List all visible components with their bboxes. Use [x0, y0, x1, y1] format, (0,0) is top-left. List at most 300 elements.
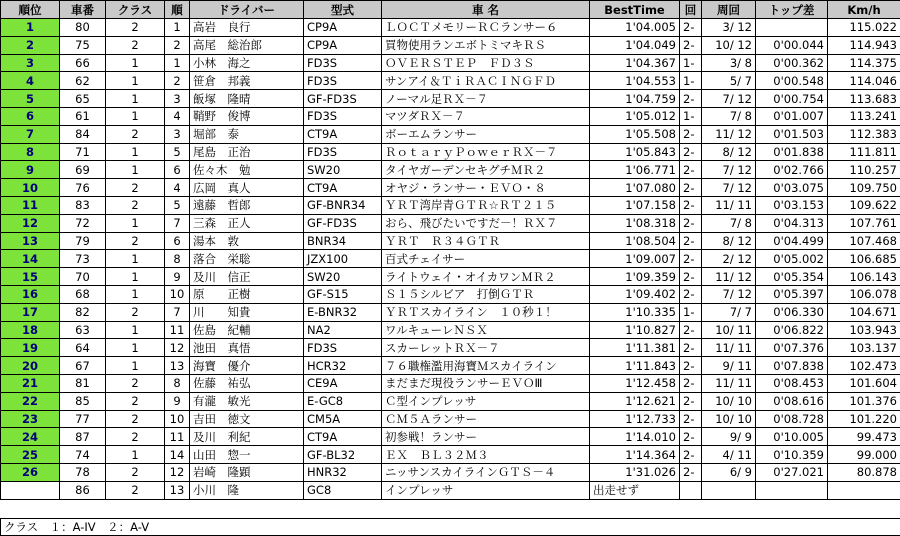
speed-cell: 101.604 — [828, 374, 900, 392]
driver-cell: 海寶 優介 — [190, 357, 304, 375]
round-cell: 2- — [680, 428, 702, 446]
driver-cell: 吉田 徳文 — [190, 410, 304, 428]
top-gap-cell: 0'04.499 — [756, 232, 828, 250]
class-order-cell: 10 — [165, 410, 190, 428]
lap-cell: 8/ 12 — [702, 143, 756, 161]
speed-cell: 102.473 — [828, 357, 900, 375]
top-gap-cell: 0'08.616 — [756, 392, 828, 410]
round-cell: 2- — [680, 446, 702, 464]
position-cell: 14 — [1, 250, 60, 268]
round-cell: 2- — [680, 19, 702, 37]
top-gap-cell: 0'03.153 — [756, 196, 828, 214]
driver-cell: 三森 正人 — [190, 214, 304, 232]
model-cell: GF-S15 — [304, 285, 382, 303]
class-order-cell: 7 — [165, 303, 190, 321]
class-cell: 1 — [106, 250, 165, 268]
car-number-cell: 87 — [60, 428, 106, 446]
round-cell: 2- — [680, 161, 702, 179]
car-name-cell: ニッサンスカイラインＧＴＳ－４ — [382, 463, 590, 481]
car-name-cell: ライトウェイ・オイカワンＭＲ２ — [382, 268, 590, 286]
class-order-cell: 12 — [165, 339, 190, 357]
car-name-cell: ＬＯＣＴメモリーＲＣランサー６ — [382, 19, 590, 37]
driver-cell: 佐々木 勉 — [190, 161, 304, 179]
class-order-cell: 6 — [165, 161, 190, 179]
best-time-cell: 1'08.318 — [590, 214, 680, 232]
class-cell: 1 — [106, 268, 165, 286]
header-driver: ドライバー — [190, 1, 304, 19]
driver-cell: 堀部 泰 — [190, 125, 304, 143]
table-row — [1, 196, 900, 214]
model-cell: FD3S — [304, 72, 382, 90]
speed-cell: 104.671 — [828, 303, 900, 321]
best-time-cell: 1'04.367 — [590, 54, 680, 72]
lap-cell: 11/ 11 — [702, 339, 756, 357]
class-order-cell: 13 — [165, 357, 190, 375]
model-cell: NA2 — [304, 321, 382, 339]
car-name-cell: 初参戦！ランサー — [382, 428, 590, 446]
best-time-cell: 1'06.771 — [590, 161, 680, 179]
top-gap-cell: 0'08.728 — [756, 410, 828, 428]
speed-cell: 112.383 — [828, 125, 900, 143]
class-cell: 2 — [106, 481, 165, 499]
table-row — [1, 36, 900, 54]
class-order-cell: 14 — [165, 446, 190, 464]
round-cell: 2- — [680, 410, 702, 428]
position-cell: 10 — [1, 179, 60, 197]
model-cell: GF-FD3S — [304, 214, 382, 232]
car-number-cell: 86 — [60, 481, 106, 499]
position-cell: 3 — [1, 54, 60, 72]
car-name-cell: 百式チェイサー — [382, 250, 590, 268]
car-number-cell: 72 — [60, 214, 106, 232]
car-number-cell: 83 — [60, 196, 106, 214]
class-cell: 2 — [106, 232, 165, 250]
car-name-cell: ワルキューレＮＳＸ — [382, 321, 590, 339]
table-row — [1, 54, 900, 72]
position-cell: 12 — [1, 214, 60, 232]
round-cell: 2- — [680, 125, 702, 143]
round-cell: 2- — [680, 339, 702, 357]
model-cell: HCR32 — [304, 357, 382, 375]
table-row — [1, 19, 900, 37]
driver-cell: 広岡 真人 — [190, 179, 304, 197]
header-round: 回 — [680, 1, 702, 19]
car-number-cell: 64 — [60, 339, 106, 357]
car-name-cell: マツダＲＸ－７ — [382, 107, 590, 125]
round-cell: 2- — [680, 321, 702, 339]
lap-cell: 7/ 7 — [702, 303, 756, 321]
speed-cell: 101.220 — [828, 410, 900, 428]
lap-cell — [702, 481, 756, 499]
speed-cell — [828, 481, 900, 499]
model-cell: E-GC8 — [304, 392, 382, 410]
table-row — [1, 321, 900, 339]
round-cell: 2- — [680, 463, 702, 481]
header-lap: 周回 — [702, 1, 756, 19]
results-body — [1, 19, 900, 500]
position-cell: 11 — [1, 196, 60, 214]
model-cell: CT9A — [304, 179, 382, 197]
driver-cell: 佐藤 祐弘 — [190, 374, 304, 392]
lap-cell: 2/ 12 — [702, 250, 756, 268]
table-row — [1, 339, 900, 357]
round-cell: 2- — [680, 36, 702, 54]
car-name-cell: Ｓ１５シルビア 打倒ＧＴＲ — [382, 285, 590, 303]
lap-cell: 10/ 11 — [702, 321, 756, 339]
car-name-cell: ＲｏｔａｒｙＰｏｗｅｒＲＸ－７ — [382, 143, 590, 161]
model-cell: FD3S — [304, 54, 382, 72]
class-cell: 1 — [106, 161, 165, 179]
model-cell: CT9A — [304, 428, 382, 446]
table-row — [1, 374, 900, 392]
header-car-name: 車 名 — [382, 1, 590, 19]
speed-cell: 107.761 — [828, 214, 900, 232]
lap-cell: 9/ 9 — [702, 428, 756, 446]
table-row — [1, 428, 900, 446]
position-cell: 15 — [1, 268, 60, 286]
header-class: クラス — [106, 1, 165, 19]
car-name-cell: ＥＸ ＢＬ３２Ｍ３ — [382, 446, 590, 464]
car-name-cell: まだまだ現役ランサーＥＶＯⅢ — [382, 374, 590, 392]
top-gap-cell: 0'05.002 — [756, 250, 828, 268]
class-cell: 1 — [106, 446, 165, 464]
model-cell: JZX100 — [304, 250, 382, 268]
lap-cell: 5/ 7 — [702, 72, 756, 90]
best-time-cell: 1'14.010 — [590, 428, 680, 446]
lap-cell: 3/ 12 — [702, 19, 756, 37]
best-time-cell: 1'11.843 — [590, 357, 680, 375]
round-cell: 1- — [680, 107, 702, 125]
best-time-cell: 1'09.007 — [590, 250, 680, 268]
best-time-cell: 1'04.005 — [590, 19, 680, 37]
position-cell: 16 — [1, 285, 60, 303]
car-number-cell: 84 — [60, 125, 106, 143]
round-cell: 1- — [680, 54, 702, 72]
best-time-cell: 1'10.335 — [590, 303, 680, 321]
position-cell: 17 — [1, 303, 60, 321]
model-cell: FD3S — [304, 339, 382, 357]
speed-cell: 114.943 — [828, 36, 900, 54]
driver-cell: 高尾 総治郎 — [190, 36, 304, 54]
table-row — [1, 90, 900, 108]
driver-cell: 飯塚 隆晴 — [190, 90, 304, 108]
top-gap-cell: 0'00.362 — [756, 54, 828, 72]
driver-cell: 及川 信正 — [190, 268, 304, 286]
lap-cell: 10/ 10 — [702, 410, 756, 428]
class-order-cell: 9 — [165, 268, 190, 286]
top-gap-cell: 0'02.766 — [756, 161, 828, 179]
position-cell: 7 — [1, 125, 60, 143]
class-cell: 1 — [106, 143, 165, 161]
round-cell: 1- — [680, 72, 702, 90]
car-number-cell: 67 — [60, 357, 106, 375]
model-cell: SW20 — [304, 268, 382, 286]
best-time-cell: 出走せず — [590, 481, 680, 499]
car-name-cell: オヤジ・ランサー・ＥＶＯ・８ — [382, 179, 590, 197]
car-number-cell: 69 — [60, 161, 106, 179]
table-row — [1, 392, 900, 410]
class-cell: 1 — [106, 72, 165, 90]
position-cell: 18 — [1, 321, 60, 339]
class-order-cell: 8 — [165, 374, 190, 392]
speed-cell: 103.137 — [828, 339, 900, 357]
car-number-cell: 61 — [60, 107, 106, 125]
model-cell: GC8 — [304, 481, 382, 499]
lap-cell: 11/ 11 — [702, 374, 756, 392]
speed-cell: 109.622 — [828, 196, 900, 214]
class-cell: 2 — [106, 428, 165, 446]
table-row — [1, 250, 900, 268]
table-row — [1, 125, 900, 143]
round-cell: 2- — [680, 196, 702, 214]
header-class-order: 順 — [165, 1, 190, 19]
car-number-cell: 73 — [60, 250, 106, 268]
position-cell: 26 — [1, 463, 60, 481]
table-row — [1, 357, 900, 375]
top-gap-cell: 0'03.075 — [756, 179, 828, 197]
table-row — [1, 72, 900, 90]
car-number-cell: 74 — [60, 446, 106, 464]
speed-cell: 110.257 — [828, 161, 900, 179]
position-cell: 13 — [1, 232, 60, 250]
lap-cell: 11/ 12 — [702, 125, 756, 143]
car-name-cell: ボーエムランサー — [382, 125, 590, 143]
position-cell: 1 — [1, 19, 60, 37]
round-cell: 2- — [680, 90, 702, 108]
class-legend: クラス １：A-IV ２：A-V — [0, 518, 900, 536]
driver-cell: 鞘野 俊博 — [190, 107, 304, 125]
car-name-cell: インプレッサ — [382, 481, 590, 499]
car-name-cell: スカーレットＲＸ－７ — [382, 339, 590, 357]
table-row — [1, 463, 900, 481]
car-number-cell: 71 — [60, 143, 106, 161]
lap-cell: 8/ 12 — [702, 232, 756, 250]
car-number-cell: 62 — [60, 72, 106, 90]
speed-cell: 111.811 — [828, 143, 900, 161]
car-number-cell: 79 — [60, 232, 106, 250]
speed-cell: 101.376 — [828, 392, 900, 410]
car-number-cell: 81 — [60, 374, 106, 392]
position-cell: 9 — [1, 161, 60, 179]
best-time-cell: 1'05.508 — [590, 125, 680, 143]
car-number-cell: 66 — [60, 54, 106, 72]
class-cell: 2 — [106, 410, 165, 428]
class-order-cell: 8 — [165, 250, 190, 268]
table-row — [1, 446, 900, 464]
driver-cell: 及川 利紀 — [190, 428, 304, 446]
top-gap-cell: 0'05.354 — [756, 268, 828, 286]
table-row — [1, 303, 900, 321]
table-row — [1, 410, 900, 428]
table-row — [1, 481, 900, 499]
driver-cell: 岩崎 隆顕 — [190, 463, 304, 481]
position-cell: 25 — [1, 446, 60, 464]
round-cell: 1- — [680, 303, 702, 321]
car-number-cell: 85 — [60, 392, 106, 410]
best-time-cell: 1'04.049 — [590, 36, 680, 54]
position-cell: 5 — [1, 90, 60, 108]
top-gap-cell: 0'06.822 — [756, 321, 828, 339]
header-speed: Km/h — [828, 1, 900, 19]
position-cell: 4 — [1, 72, 60, 90]
class-order-cell: 1 — [165, 54, 190, 72]
speed-cell: 107.468 — [828, 232, 900, 250]
class-cell: 1 — [106, 107, 165, 125]
speed-cell: 114.046 — [828, 72, 900, 90]
model-cell: E-BNR32 — [304, 303, 382, 321]
best-time-cell: 1'31.026 — [590, 463, 680, 481]
round-cell: 2- — [680, 268, 702, 286]
model-cell: FD3S — [304, 107, 382, 125]
class-order-cell: 3 — [165, 125, 190, 143]
class-order-cell: 10 — [165, 285, 190, 303]
class-order-cell: 2 — [165, 72, 190, 90]
best-time-cell: 1'14.364 — [590, 446, 680, 464]
class-cell: 2 — [106, 374, 165, 392]
driver-cell: 川 知貴 — [190, 303, 304, 321]
speed-cell: 113.683 — [828, 90, 900, 108]
top-gap-cell: 0'01.503 — [756, 125, 828, 143]
best-time-cell: 1'12.458 — [590, 374, 680, 392]
class-cell: 2 — [106, 392, 165, 410]
table-row — [1, 161, 900, 179]
car-name-cell: ＹＲＴスカイライン １０秒１！ — [382, 303, 590, 321]
table-row — [1, 214, 900, 232]
class-order-cell: 4 — [165, 179, 190, 197]
model-cell: GF-BNR34 — [304, 196, 382, 214]
car-name-cell: サンアイ＆ＴｉＲＡＣＩＮＧＦＤ — [382, 72, 590, 90]
speed-cell: 99.473 — [828, 428, 900, 446]
car-name-cell: ７６職権濫用海寶Ｍスカイライン — [382, 357, 590, 375]
best-time-cell: 1'05.012 — [590, 107, 680, 125]
top-gap-cell: 0'05.397 — [756, 285, 828, 303]
round-cell: 2- — [680, 392, 702, 410]
class-cell: 1 — [106, 339, 165, 357]
model-cell: CP9A — [304, 36, 382, 54]
best-time-cell: 1'04.553 — [590, 72, 680, 90]
class-order-cell: 12 — [165, 463, 190, 481]
class-cell: 2 — [106, 125, 165, 143]
lap-cell: 3/ 8 — [702, 54, 756, 72]
class-order-cell: 9 — [165, 392, 190, 410]
model-cell: CP9A — [304, 19, 382, 37]
driver-cell: 池田 真悟 — [190, 339, 304, 357]
model-cell: BNR34 — [304, 232, 382, 250]
car-number-cell: 78 — [60, 463, 106, 481]
car-number-cell: 70 — [60, 268, 106, 286]
speed-cell: 80.878 — [828, 463, 900, 481]
position-cell: 24 — [1, 428, 60, 446]
top-gap-cell: 0'10.005 — [756, 428, 828, 446]
speed-cell: 115.022 — [828, 19, 900, 37]
driver-cell: 尾島 正治 — [190, 143, 304, 161]
top-gap-cell: 0'00.548 — [756, 72, 828, 90]
class-order-cell: 4 — [165, 107, 190, 125]
best-time-cell: 1'04.759 — [590, 90, 680, 108]
car-name-cell: ＹＲＴ Ｒ３４ＧＴＲ — [382, 232, 590, 250]
driver-cell: 落合 栄聡 — [190, 250, 304, 268]
speed-cell: 106.078 — [828, 285, 900, 303]
car-number-cell: 76 — [60, 179, 106, 197]
best-time-cell: 1'11.381 — [590, 339, 680, 357]
round-cell: 2- — [680, 250, 702, 268]
driver-cell: 小川 隆 — [190, 481, 304, 499]
model-cell: SW20 — [304, 161, 382, 179]
lap-cell: 7/ 12 — [702, 285, 756, 303]
lap-cell: 7/ 12 — [702, 90, 756, 108]
top-gap-cell: 0'01.838 — [756, 143, 828, 161]
position-cell: 22 — [1, 392, 60, 410]
header-model: 型式 — [304, 1, 382, 19]
class-cell: 2 — [106, 463, 165, 481]
class-cell: 1 — [106, 54, 165, 72]
driver-cell: 小林 海之 — [190, 54, 304, 72]
top-gap-cell: 0'07.838 — [756, 357, 828, 375]
class-cell: 1 — [106, 214, 165, 232]
best-time-cell: 1'07.158 — [590, 196, 680, 214]
top-gap-cell: 0'27.021 — [756, 463, 828, 481]
top-gap-cell: 0'00.754 — [756, 90, 828, 108]
best-time-cell: 1'08.504 — [590, 232, 680, 250]
header-top-gap: トップ差 — [756, 1, 828, 19]
table-row — [1, 107, 900, 125]
model-cell: FD3S — [304, 143, 382, 161]
round-cell — [680, 481, 702, 499]
model-cell: CE9A — [304, 374, 382, 392]
driver-cell: 佐島 紀輔 — [190, 321, 304, 339]
position-cell: 2 — [1, 36, 60, 54]
header-row — [1, 1, 900, 19]
class-cell: 1 — [106, 357, 165, 375]
lap-cell: 10/ 12 — [702, 36, 756, 54]
round-cell: 2- — [680, 179, 702, 197]
position-cell: 6 — [1, 107, 60, 125]
driver-cell: 原 正樹 — [190, 285, 304, 303]
car-number-cell: 82 — [60, 303, 106, 321]
speed-cell: 106.143 — [828, 268, 900, 286]
car-number-cell: 75 — [60, 36, 106, 54]
lap-cell: 7/ 12 — [702, 179, 756, 197]
car-number-cell: 68 — [60, 285, 106, 303]
round-cell: 2- — [680, 143, 702, 161]
model-cell: CT9A — [304, 125, 382, 143]
model-cell: GF-BL32 — [304, 446, 382, 464]
top-gap-cell: 0'08.453 — [756, 374, 828, 392]
class-order-cell: 13 — [165, 481, 190, 499]
top-gap-cell: 0'04.313 — [756, 214, 828, 232]
table-row — [1, 232, 900, 250]
position-cell: 19 — [1, 339, 60, 357]
round-cell: 2- — [680, 374, 702, 392]
driver-cell: 湯本 敦 — [190, 232, 304, 250]
best-time-cell: 1'10.827 — [590, 321, 680, 339]
car-name-cell: ノーマル足ＲＸ－７ — [382, 90, 590, 108]
class-order-cell: 6 — [165, 232, 190, 250]
car-number-cell: 65 — [60, 90, 106, 108]
best-time-cell: 1'12.733 — [590, 410, 680, 428]
table-row — [1, 285, 900, 303]
top-gap-cell — [756, 19, 828, 37]
best-time-cell: 1'07.080 — [590, 179, 680, 197]
speed-cell: 109.750 — [828, 179, 900, 197]
lap-cell: 10/ 10 — [702, 392, 756, 410]
class-order-cell: 5 — [165, 196, 190, 214]
car-name-cell: ＣＭ５Ａランサー — [382, 410, 590, 428]
speed-cell: 106.685 — [828, 250, 900, 268]
best-time-cell: 1'09.402 — [590, 285, 680, 303]
model-cell: GF-FD3S — [304, 90, 382, 108]
class-cell: 2 — [106, 19, 165, 37]
